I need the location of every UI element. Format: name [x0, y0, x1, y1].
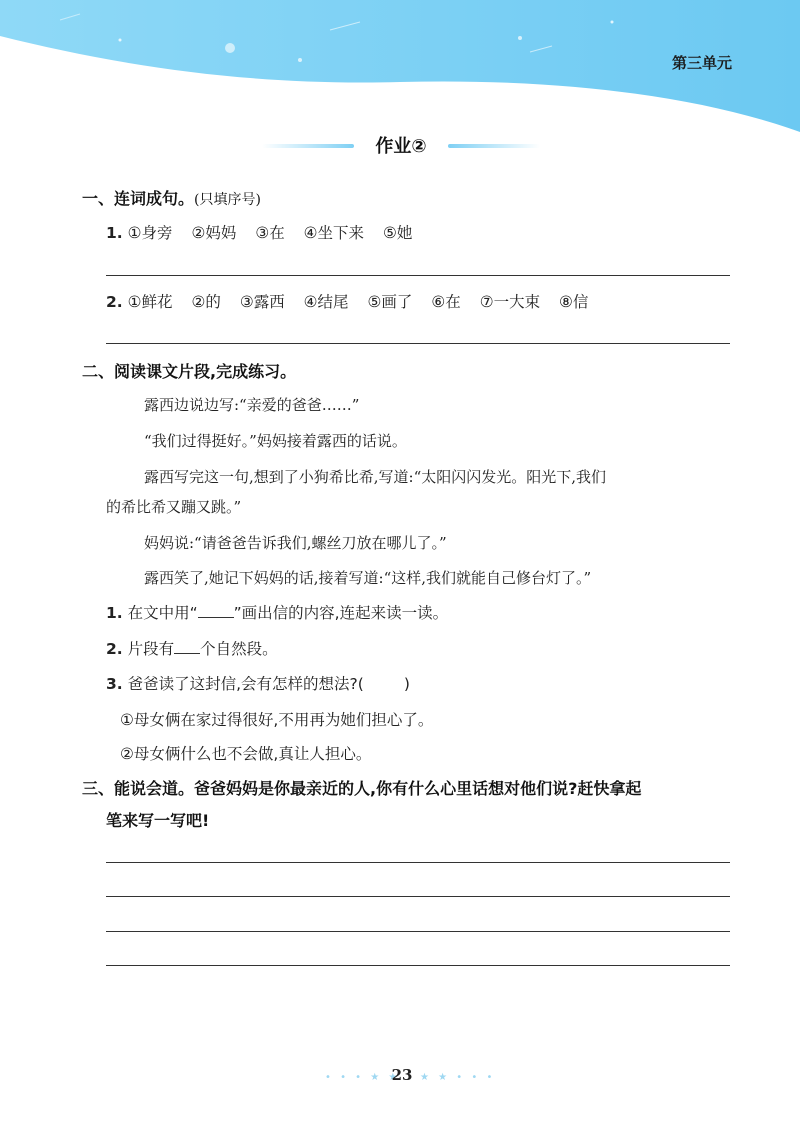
section3-heading-continued: 笔来写一写吧!	[106, 811, 210, 830]
choice-option-2[interactable]: ②母女俩什么也不会做,真让人担心。	[120, 745, 372, 763]
fill-blank[interactable]	[198, 603, 234, 618]
passage-paragraph: 露西边说边写:“亲爱的爸爸……”	[144, 396, 360, 414]
title-decoration-left	[262, 144, 354, 148]
passage-paragraph-continued: 的希比希又蹦又跳。”	[106, 498, 242, 516]
word-option: ②妈妈	[191, 224, 237, 242]
title-bar	[0, 130, 800, 160]
section2-question-3: 3. 爸爸读了这封信,会有怎样的想法?( )	[106, 675, 410, 693]
passage-paragraph: “我们过得挺好。”妈妈接着露西的话说。	[144, 432, 407, 450]
unit-label: 第三单元	[671, 54, 732, 72]
section3-heading: 三、能说会道。爸爸妈妈是你最亲近的人,你有什么心里话想对他们说?赶快拿起	[82, 779, 642, 798]
passage-paragraph: 露西笑了,她记下妈妈的话,接着写道:“这样,我们就能自己修台灯了。”	[144, 569, 592, 587]
word-option: ⑤画了	[367, 293, 413, 311]
writing-line[interactable]	[106, 931, 730, 932]
word-option: ⑥在	[431, 293, 461, 311]
word-option: ⑦一大束	[479, 293, 541, 311]
section1-question-2: 2. ①鲜花 ②的 ③露西 ④结尾 ⑤画了 ⑥在 ⑦一大束 ⑧信	[106, 293, 589, 311]
section1-note: (只填序号)	[194, 192, 261, 208]
fill-blank[interactable]	[174, 639, 200, 654]
section1-question-1: 1. ①身旁 ②妈妈 ③在 ④坐下来 ⑤她	[106, 224, 413, 242]
footer-decoration-left: • • • ★ ★	[325, 1072, 401, 1083]
word-option: ⑤她	[383, 224, 413, 242]
footer-decoration-right: ★ ★ • • •	[420, 1072, 496, 1083]
passage-paragraph: 露西写完这一句,想到了小狗希比希,写道:“太阳闪闪发光。阳光下,我们	[144, 468, 607, 486]
title-decoration-right	[448, 144, 540, 148]
page-title: 作业②	[375, 136, 427, 157]
writing-line[interactable]	[106, 896, 730, 897]
page-footer	[0, 1064, 800, 1088]
writing-line[interactable]	[106, 862, 730, 863]
section2-heading: 二、阅读课文片段,完成练习。	[82, 362, 297, 381]
section1-heading: 一、连词成句。(只填序号)	[82, 189, 261, 208]
word-option: ③露西	[239, 293, 285, 311]
word-option: ④结尾	[303, 293, 349, 311]
page-number: 23	[391, 1066, 413, 1084]
header-banner	[0, 0, 800, 150]
section2-question-2: 2. 片段有 个自然段。	[106, 640, 278, 658]
word-option: ②的	[191, 293, 221, 311]
word-option: ①鲜花	[127, 293, 173, 311]
writing-line[interactable]	[106, 965, 730, 966]
word-option: ⑧信	[559, 293, 589, 311]
word-option: ③在	[255, 224, 285, 242]
word-option: ④坐下来	[303, 224, 365, 242]
answer-line[interactable]	[106, 343, 730, 344]
section2-question-1: 1. 在文中用“ ”画出信的内容,连起来读一读。	[106, 604, 449, 622]
passage-paragraph: 妈妈说:“请爸爸告诉我们,螺丝刀放在哪儿了。”	[144, 534, 447, 552]
choice-option-1[interactable]: ①母女俩在家过得很好,不用再为她们担心了。	[120, 711, 434, 729]
word-option: ①身旁	[127, 224, 173, 242]
answer-line[interactable]	[106, 275, 730, 276]
